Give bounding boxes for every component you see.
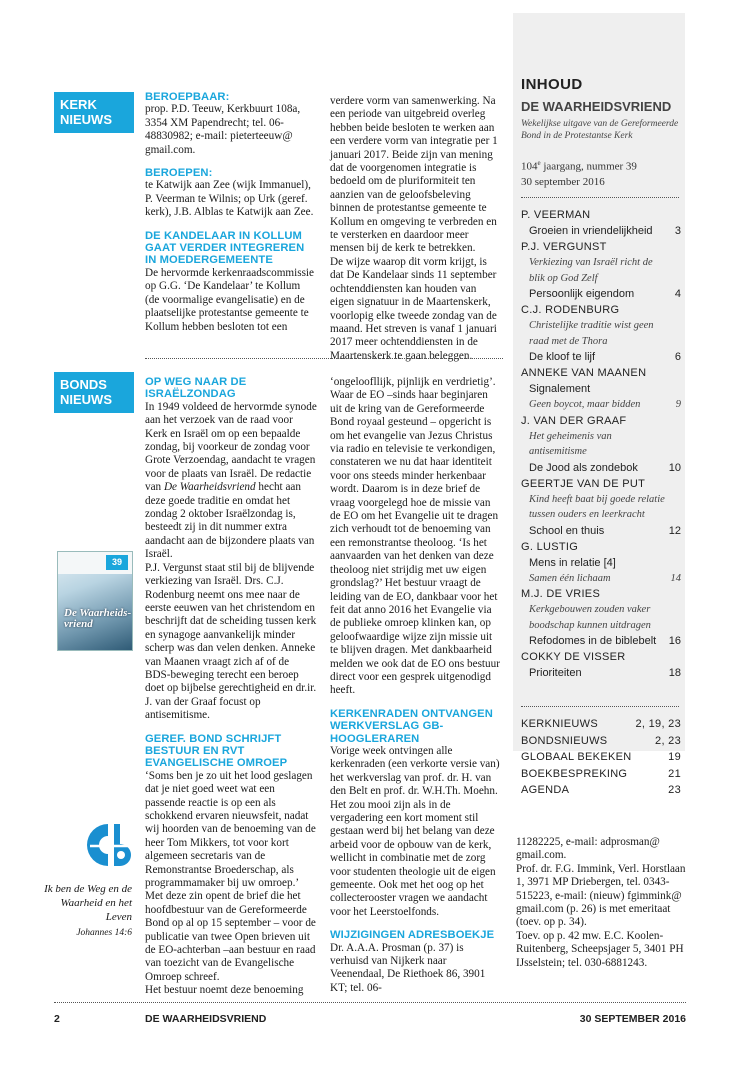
text-adresboekje-cont: 11282225, e-mail: adprosman@ gmail.com. — [516, 836, 660, 862]
toc-entry-title: Groeien in vriendelijkheid — [529, 225, 653, 237]
toc-entry[interactable] — [529, 460, 681, 476]
text-beroepen: te Katwijk aan Zee (wijk Immanuel), P. Veerman te Wilnis; op Urk (geref. kerk), J.B. Alblas te Katwijk aan Zee. — [145, 179, 314, 219]
toc-entry-title: School en thuis — [529, 524, 605, 537]
toc-section-label: KERKNIEUWS — [521, 718, 598, 730]
toc-section-label: BOEKBESPREKING — [521, 767, 628, 780]
text-israelzondag: In 1949 voldeed de hervormde synode aan het verzoek van de raad voor Kerk en Israël om op een bepaalde zondag, bij voorkeur de zondag voor Grote Verzoendag, aandacht te vragen voor de plaats van Israël. De redactie van De Waarheidsvriend hecht aan deze goede traditie en omdat het zondag 2 oktober Israëlzondag is, besteedt zij in dit nummer extra aandacht aan de bijzondere plaats van Israël. — [145, 400, 317, 561]
heading-beroepen: BEROEPEN: — [145, 167, 213, 180]
toc-section-label: GLOBAAL BEKEKEN — [521, 751, 632, 763]
toc-author: ANNEKE VAN MAANEN — [521, 367, 647, 379]
toc-section-pages: 19 — [668, 751, 681, 763]
toc-entry-title: Persoonlijk eigendom — [529, 288, 635, 300]
toc-divider-top — [521, 197, 679, 198]
toc-author: M.J. DE VRIES — [521, 588, 601, 600]
section-label-kerknieuws: KERK NIEUWS — [54, 92, 134, 133]
text-geref-bond-2: Het bestuur noemt deze benoeming — [145, 984, 304, 997]
bondsnieuws-column-1 — [145, 376, 317, 998]
quote-reference: Johannes 14:6 — [76, 928, 132, 938]
toc-entry-title: De kloof te lijf — [529, 351, 596, 363]
section-label-bondsnieuws: BONDS NIEUWS — [54, 372, 134, 413]
toc-entry[interactable] — [529, 665, 681, 681]
toc-entry[interactable] — [529, 492, 681, 523]
text-kandelaar-cont-2: De wijze waarop dit vorm krijgt, is dat De Kandelaar sinds 11 september ochtenddiensten kan houden van eigen signatuur in de Maartenskerk, voorlopig elke tweede zondag van de maand. Het streven is vanaf 1 januari 2017 meer ochtenddiensten in de Maartenskerk te gaan beleggen. — [330, 255, 497, 362]
toc-author: C.J. RODENBURG — [521, 304, 620, 316]
page-number: 2 — [54, 1013, 60, 1025]
text-geref-bond-cont: ‘ongeloofllijk, pijnlijk en verdrietig’. Waar de EO –sinds haar beginjaren uit de kring van de Gereformeerde Bond royaal gesteund – opgericht is om het evangelie van Jezus Christus via radio en televisie te verkondigen, constateren we nu dat haar identiteit voor ons steeds minder herkenbaar wordt. Daarom is in deze brief de vraag voorgelegd hoe de missie van de EO om het Evangelie uit te dragen zich verhoudt tot de benoeming van een remonstrantse theoloog. ‘Is het aanvaarden van het denken van deze theoloog niet strijdig met uw eigen grondslag?’ Het bestuur vraagt de leiding van de EO, dankbaar voor het feit dat anno 2016 het Evangelie via de publieke omroep klinken kan, op geloofwaardige wijze zijn missie uit te blijven dragen. Met dankbaarheid melden we ook dat de EO ons bestuur direct voor een gesprek uitgenodigd heeft. — [330, 376, 500, 697]
toc-sections — [521, 716, 681, 799]
toc-section-row[interactable] — [521, 782, 681, 799]
toc-section-pages: 2, 19, 23 — [635, 718, 681, 730]
toc-entry[interactable] — [529, 223, 681, 239]
toc-entry-title: Christelijke traditie wist geen raad met de Thora — [529, 320, 654, 347]
toc-entry-page: 6 — [674, 351, 681, 363]
footer-magazine-name: DE WAARHEIDSVRIEND — [145, 1013, 267, 1025]
toc-divider-bottom — [521, 706, 679, 707]
text-beroepbaar: prop. P.D. Teeuw, Kerkbuurt 108a, 3354 XM Papendrecht; tel. 06-48830982; e-mail: pieterteeuw@ gmail.com. — [145, 103, 301, 156]
toc-entry-page: 4 — [674, 288, 681, 300]
text-werkverslag: Vorige week ontvingen alle kerkenraden (een verkorte versie van) het werkverslag van prof. dr. H. van den Belt en prof. dr. W.H.Th. Moehn. Het zou mooi zijn als in de vergadering een kort moment stil gestaan werd bij het belang van deze arbeid voor de opbouw van de kerk, wellicht in combinatie met de zorg voor studenten theologie uit de eigen gemeente. Ook met het oog op het collecterooster vragen we aandacht voor het Leerstoelfonds. — [330, 744, 500, 918]
magazine-cover-image: 39 De Waarheids- vriend — [57, 551, 133, 651]
toc-section-row[interactable] — [521, 749, 681, 766]
text-kandelaar-cont: verdere vorm van samenwerking. Na een periode van uitgebreid overleg hebben beide besloten te werken aan een verdere vorm van integratie per 1 januari 2017. Beide zijn van mening dat de voorgenomen integratie is bedoeld om de pluriformiteit ten aanzien van de geloofsbeleving binnen de protestantse gemeente te Kollum en omgeving te verbreden en te versterken en daardoor meer mensen bij de kerk te betrekken. — [330, 95, 498, 255]
toc-entry-title: Kind heeft baat bij goede relatie tussen ouders en leerkracht — [529, 493, 665, 520]
toc-author: P. VEERMAN — [521, 209, 591, 221]
toc-entry-page: 10 — [668, 461, 681, 474]
toc-entry-page: 9 — [675, 399, 681, 410]
kerknieuws-column-2 — [330, 95, 502, 363]
toc-entry-title: Mens in relatie [4] — [529, 556, 616, 569]
kerknieuws-column-1 — [145, 91, 317, 334]
toc-entry[interactable] — [529, 602, 681, 633]
magazine-subtitle: Wekelijkse uitgave van de Gereformeerde Bond in de Protestantse Kerk — [521, 119, 679, 141]
text-adresboekje: Dr. A.A.A. Prosman (p. 37) is verhuisd van Nijkerk naar Veenendaal, De Riethoek 86, 3901 KT; tel. 06- — [330, 941, 486, 994]
toc-section-pages: 23 — [668, 784, 681, 796]
toc-entry-title: Geen boycot, maar bidden — [529, 399, 641, 410]
toc-author: P.J. VERGUNST — [521, 241, 607, 253]
toc-author: J. VAN DER GRAAF — [521, 414, 627, 427]
footer-date: 30 SEPTEMBER 2016 — [579, 1013, 686, 1025]
toc-entry[interactable] — [529, 349, 681, 365]
toc-entry-title: Verkiezing van Israël richt de blik op God Zelf — [529, 257, 653, 284]
toc-section-label: AGENDA — [521, 784, 570, 796]
toc-entry[interactable] — [529, 523, 681, 539]
text-geref-bond: ‘Soms ben je zo uit het lood geslagen dat je niet goed weet wat een passende reactie is op een als schokkend ervaren nieuwsfeit, nadat wij hoorden van de benoeming van de heer Tom Mikkers, tot voor kort algemeen secretaris van de Remonstrantse Broederschap, als programmamaker bij uw omroep.’ Met deze zin opent de brief die het hoofdbestuur van de Gereformeerde Bond op al op 15 september – voor de publicatie van twee Open brieven uit de EO-achterban –aan bestuur en raad van toezicht van de Evangelische Omroep schreef. — [145, 769, 316, 983]
text-israelzondag-2: P.J. Vergunst staat stil bij de blijvende verkiezing van Israël. Drs. C.J. Rodenburg neemt ons mee naar de eerste eeuwen van het christendom en beschrijft dat de scheiding tussen kerk en synagoge aanvankelijk minder scherp was dan velen denken. Anneke van Maanen vraagt zich af of de BDS-beweging terecht een beroep doet op bijbelse gerechtigheid en dr.ir. J. van der Graaf focust op antisemitisme. — [145, 561, 317, 722]
quote-text: Ik ben de Weg en de Waarheid en het Leven — [44, 883, 132, 923]
toc-entry[interactable] — [529, 381, 681, 397]
toc-author: G. LUSTIG — [521, 540, 579, 553]
toc-entry-page: 16 — [668, 635, 681, 647]
text-adresboekje-immink: Prof. dr. F.G. Immink, Verl. Horstlaan 1, 3971 MP Driebergen, tel. 0343-515223, e-mail: (nieuw) fgimmink@ gmail.com (p. 26) is met emeritaat (toev. op p. 34). — [516, 862, 686, 929]
bondsnieuws-column-2 — [330, 376, 502, 995]
heading-beroepbaar: BEROEPBAAR: — [145, 91, 230, 103]
toc-entry-page: 14 — [670, 572, 681, 584]
bible-quote — [40, 882, 132, 940]
toc-entry-title: Refodomes in de biblebelt — [529, 635, 657, 647]
heading-kandelaar: DE KANDELAAR IN KOLLUM GAAT VERDER INTEGREREN IN MOEDERGEMEENTE — [145, 229, 305, 267]
heading-werkverslag: KERKENRADEN ONTVANGEN WERKVERSLAG GB-HOOGLERAREN — [330, 707, 493, 745]
toc-list — [521, 207, 681, 681]
bondsnieuws-column-3 — [516, 836, 688, 970]
footer-divider — [54, 1002, 686, 1003]
toc-entry-title: Prioriteiten — [529, 667, 582, 679]
toc-author: COKKY DE VISSER — [521, 651, 626, 663]
toc-section-row[interactable] — [521, 733, 681, 750]
toc-entry-title: Samen één lichaam — [529, 572, 611, 584]
section-divider — [145, 358, 503, 359]
toc-section-row[interactable] — [521, 766, 681, 783]
toc-section-row[interactable] — [521, 716, 681, 733]
gereformeerde-bond-logo-icon — [86, 820, 136, 872]
text-adresboekje-koolen: Toev. op p. 42 mw. E.C. Koolen-Ruitenberg, Scheepsjager 5, 3401 PH IJsselstein; tel. 030-6881243. — [516, 929, 684, 969]
toc-section-pages: 2, 23 — [655, 734, 681, 747]
toc-entry[interactable] — [529, 555, 681, 571]
toc-entry-title: De Jood als zondebok — [529, 461, 638, 474]
toc-entry-title: Kerkgebouwen zouden vaker boodschap kunnen uitdragen — [529, 604, 651, 631]
magazine-name: DE WAARHEIDSVRIEND — [521, 99, 672, 114]
toc-entry[interactable] — [529, 633, 681, 649]
toc-author: GEERTJE VAN DE PUT — [521, 477, 646, 490]
heading-geref-bond: GEREF. BOND SCHRIJFT BESTUUR EN RVT EVANGELISCHE OMROEP — [145, 732, 288, 770]
toc-entry-page: 12 — [668, 524, 681, 537]
toc-entry[interactable] — [529, 571, 681, 587]
toc-section-pages: 21 — [668, 767, 681, 780]
heading-israelzondag: OP WEG NAAR DE ISRAËLZONDAG — [145, 376, 247, 401]
issue-info: 104e jaargang, nummer 39 30 september 2016 — [521, 159, 637, 188]
toc-entry[interactable] — [529, 318, 681, 349]
toc-entry[interactable] — [529, 429, 681, 460]
toc-section-label: BONDSNIEUWS — [521, 734, 608, 747]
toc-heading: INHOUD — [521, 76, 583, 93]
toc-entry[interactable] — [529, 255, 681, 286]
heading-adresboekje: WIJZIGINGEN ADRESBOEKJE — [330, 929, 495, 942]
toc-entry-title: Het geheimenis van antisemitisme — [529, 430, 612, 457]
text-kandelaar: De hervormde kerkenraadscommissie op G.G. ‘De Kandelaar’ te Kollum (de voormalige evangelisatie) en de plaatselijke protestantse gemeente te Kollum hebben besloten tot een — [145, 266, 314, 333]
toc-entry[interactable] — [529, 286, 681, 302]
toc-entry[interactable] — [529, 397, 681, 413]
toc-entry-page: 3 — [674, 225, 681, 237]
toc-entry-page: 18 — [668, 667, 681, 679]
toc-entry-title: Signalement — [529, 383, 591, 395]
